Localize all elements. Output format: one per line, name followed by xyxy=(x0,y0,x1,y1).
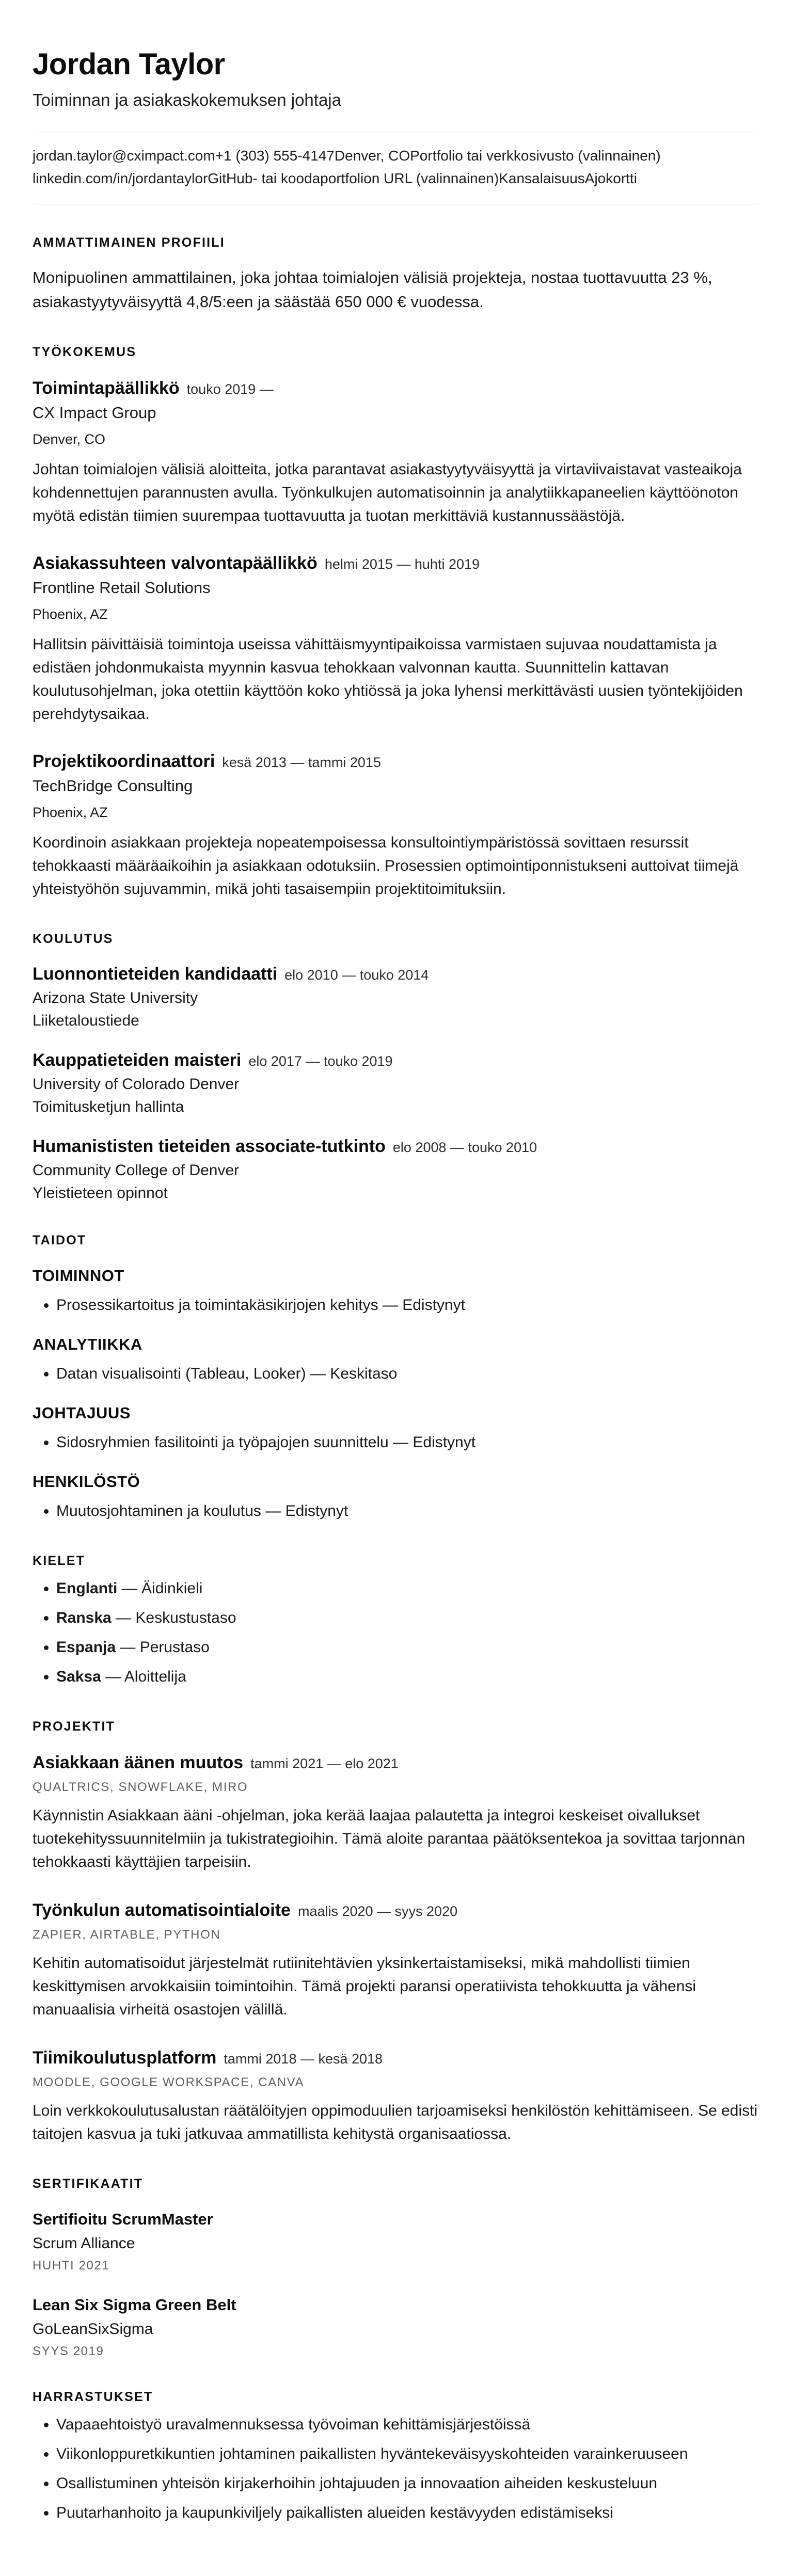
portfolio-placeholder-text: Portfolio tai verkkosivusto (valinnainen) xyxy=(410,147,661,164)
section-education xyxy=(33,932,759,1202)
experience-title-line xyxy=(33,751,759,772)
language-name: Saksa xyxy=(56,1668,101,1686)
location-text: Denver, CO xyxy=(334,147,410,164)
degree-dates: elo 2010 — touko 2014 xyxy=(284,967,429,983)
project-title-line xyxy=(33,2048,759,2068)
school-name: Community College of Denver xyxy=(33,1162,240,1179)
phone-text: +1 (303) 555-4147 xyxy=(215,147,335,164)
project-dates: tammi 2021 — elo 2021 xyxy=(250,1756,399,1772)
section-heading-profile: AMMATTIMAINEN PROFIILI xyxy=(33,235,225,250)
project-entry xyxy=(33,1900,759,2021)
skill-list xyxy=(33,1293,759,1317)
skill-category: ANALYTIIKKA xyxy=(33,1335,142,1354)
education-title-line xyxy=(33,1137,759,1157)
experience-entry xyxy=(33,378,759,527)
skill-category: HENKILÖSTÖ xyxy=(33,1473,140,1491)
project-tools: QUALTRICS, SNOWFLAKE, MIRO xyxy=(33,1780,248,1795)
job-company: CX Impact Group xyxy=(33,404,156,422)
job-company: Frontline Retail Solutions xyxy=(33,579,211,597)
experience-title-line xyxy=(33,553,759,573)
skill-group xyxy=(33,1473,759,1523)
section-heading-education: KOULUTUS xyxy=(33,932,114,947)
project-dates: maalis 2020 — syys 2020 xyxy=(297,1903,458,1919)
job-title: Projektikoordinaattori xyxy=(33,751,215,772)
skill-item: • Prosessikartoitus ja toimintakäsikirjojen kehitys — Edistynyt xyxy=(56,1293,759,1317)
project-title-line xyxy=(33,1753,759,1773)
driving-license-placeholder-text: Ajokortti xyxy=(584,170,637,187)
job-dates: helmi 2015 — huhti 2019 xyxy=(324,556,480,572)
github-placeholder-text: GitHub- tai koodaportfolion URL (valinnainen) xyxy=(208,170,499,187)
field-of-study: Toimitusketjun hallinta xyxy=(33,1098,184,1116)
section-heading-skills: TAIDOT xyxy=(33,1233,87,1248)
hobby-item: • Osallistuminen yhteisön kirjakerhoihin johtajuuden ja innovaation aiheiden keskusteluun xyxy=(56,2472,759,2495)
certification-date: HUHTI 2021 xyxy=(33,2259,110,2273)
language-separator: — xyxy=(116,1639,140,1656)
section-projects xyxy=(33,1719,759,2146)
language-name: Englanti xyxy=(56,1580,118,1597)
language-level: Aloittelija xyxy=(124,1668,186,1686)
skill-category: JOHTAJUUS xyxy=(33,1404,131,1422)
certification-issuer: Scrum Alliance xyxy=(33,2235,135,2252)
language-level: Keskustustaso xyxy=(135,1609,236,1627)
job-location: Denver, CO xyxy=(33,431,106,447)
skill-group xyxy=(33,1335,759,1385)
hobby-item: • Vapaaehtoistyö uravalmennuksessa työvoiman kehittämisjärjestöissä xyxy=(56,2413,759,2436)
job-location: Phoenix, AZ xyxy=(33,805,108,821)
email-text: jordan.taylor@cximpact.com xyxy=(33,147,215,164)
project-title-line xyxy=(33,1900,759,1921)
experience-title-line xyxy=(33,378,759,398)
section-heading-projects: PROJEKTIT xyxy=(33,1719,116,1734)
job-description: Koordinoin asiakkaan projekteja nopeatempoisessa konsultointiympäristössä sovittaen resurssit tehokkaasti määräaikoihin ja asiakkaan odotuksiin. Prosessien optimointiponnistukseni auttoivat tiimejä yhteistyöhön sujuvammin, mikä johti tasaisempiin projektitoimituksiin. xyxy=(33,834,739,898)
school-name: University of Colorado Denver xyxy=(33,1076,240,1093)
field-of-study: Liiketaloustiede xyxy=(33,1012,139,1030)
skill-list xyxy=(33,1431,759,1454)
skill-item: • Datan visualisointi (Tableau, Looker) — Keskitaso xyxy=(56,1362,759,1385)
job-description: Johtan toimialojen välisiä aloitteita, jotka parantavat asiakastyytyväisyyttä ja virtaviivaistavat vasteaikoja kohdennettujen parannusten avulla. Työnkulkujen automatisoinnin ja analytiikkapaneelien käyttöönoton myötä edistän tiimien suurempaa tuottavuutta ja tuotan merkittäviä kustannussäästöjä. xyxy=(33,461,742,525)
job-location: Phoenix, AZ xyxy=(33,606,108,622)
nationality-placeholder-text: Kansalaisuus xyxy=(499,170,585,187)
job-dates: touko 2019 — xyxy=(186,381,274,397)
language-item xyxy=(56,1606,759,1629)
language-separator: — xyxy=(111,1609,136,1627)
skill-item: • Muutosjohtaminen ja koulutus — Edistynyt xyxy=(56,1499,759,1523)
project-description: Kehitin automatisoidut järjestelmät rutiinitehtävien yksinkertaistamiseksi, mikä mahdollisti tiimien keskittymisen arvokkaisiin toimintoihin. Tämä projekti paransi operatiivista tehokkuutta ja vähensi manuaalisia virheitä osastojen välillä. xyxy=(33,1955,696,2019)
contact-block xyxy=(33,133,759,205)
skill-group xyxy=(33,1267,759,1317)
project-dates: tammi 2018 — kesä 2018 xyxy=(224,2051,383,2067)
education-entry xyxy=(33,1137,759,1202)
hobby-item: • Puutarhanhoito ja kaupunkiviljely paikallisten alueiden kestävyyden edistämiseksi xyxy=(56,2501,759,2524)
language-separator: — xyxy=(101,1668,124,1686)
candidate-headline: Toiminnan ja asiakaskokemuksen johtaja xyxy=(33,90,341,109)
section-skills xyxy=(33,1233,759,1523)
project-tools: MOODLE, GOOGLE WORKSPACE, CANVA xyxy=(33,2075,305,2090)
project-description: Käynnistin Asiakkaan ääni -ohjelman, joka kerää laajaa palautetta ja integroi keskeiset oivallukset tuotekehityssuunnitelmiin ja tukistrategioihin. Tämä aloite parantaa päätöksentekoa ja sovittaa tarjonnan tehokkaasti käyttäjien tarpeisiin. xyxy=(33,1807,746,1871)
language-level: Perustaso xyxy=(139,1639,210,1656)
degree-dates: elo 2017 — touko 2019 xyxy=(248,1053,393,1069)
certification-name: Lean Six Sigma Green Belt xyxy=(33,2296,236,2314)
certification-name: Sertifioitu ScrumMaster xyxy=(33,2210,213,2229)
degree-name: Luonnontieteiden kandidaatti xyxy=(33,964,278,984)
project-name: Tiimikoulutusplatform xyxy=(33,2048,217,2068)
language-level: Äidinkieli xyxy=(141,1580,203,1597)
project-name: Asiakkaan äänen muutos xyxy=(33,1753,244,1773)
skill-category: TOIMINNOT xyxy=(33,1267,124,1285)
hobby-item: • Viikonloppuretkikuntien johtaminen paikallisten hyväntekeväisyyskohteiden varainkeruuseen xyxy=(56,2442,759,2466)
certification-entry xyxy=(33,2210,759,2273)
job-description: Hallitsin päivittäisiä toimintoja useissa vähittäismyyntipaikoissa varmistaen sujuvaa noudattamista ja edistäen johdonmukaista myynnin kasvua tehokkaan valvonnan kautta. Suunnittelin kattavan koulutusohjelman, joka otettiin käyttöön koko yhtiössä ja joka lyhensi merkittävästi uusien työntekijöiden perehdytysaikaa. xyxy=(33,636,743,723)
profile-summary: Monipuolinen ammattilainen, joka johtaa toimialojen välisiä projekteja, nostaa tuottavuutta 23 %, asiakastyytyväisyyttä 4,8/5:een ja säästää 650 000 € vuodessa. xyxy=(33,268,712,311)
job-company: TechBridge Consulting xyxy=(33,777,193,795)
section-experience xyxy=(33,345,759,901)
language-item xyxy=(56,1636,759,1659)
certification-date: SYYS 2019 xyxy=(33,2344,104,2359)
language-separator: — xyxy=(117,1580,142,1597)
section-hobbies xyxy=(33,2390,759,2524)
education-title-line xyxy=(33,1050,759,1070)
certification-entry xyxy=(33,2296,759,2359)
project-entry xyxy=(33,2048,759,2146)
project-entry xyxy=(33,1753,759,1874)
contact-row-1 xyxy=(33,145,759,168)
education-title-line xyxy=(33,964,759,984)
education-entry xyxy=(33,964,759,1030)
section-heading-experience: TYÖKOKEMUS xyxy=(33,345,137,360)
language-item xyxy=(56,1665,759,1688)
linkedin-text: linkedin.com/in/jordantaylor xyxy=(33,170,208,187)
job-dates: kesä 2013 — tammi 2015 xyxy=(222,755,381,771)
degree-name: Humanististen tieteiden associate-tutkinto xyxy=(33,1137,386,1157)
project-description: Loin verkkokoulutusalustan räätälöityjen oppimoduulien tarjoamiseksi henkilöstön kehittämiseen. Se edisti taitojen kasvua ja tuki jatkuvaa ammatillista kehitystä organisaatiossa. xyxy=(33,2102,758,2143)
degree-name: Kauppatieteiden maisteri xyxy=(33,1050,242,1070)
section-languages xyxy=(33,1554,759,1688)
language-item xyxy=(56,1577,759,1600)
degree-dates: elo 2008 — touko 2010 xyxy=(392,1140,537,1156)
contact-row-2 xyxy=(33,167,759,190)
project-tools: ZAPIER, AIRTABLE, PYTHON xyxy=(33,1928,221,1942)
skill-list xyxy=(33,1362,759,1385)
candidate-name: Jordan Taylor xyxy=(33,47,225,81)
school-name: Arizona State University xyxy=(33,989,198,1007)
skill-list xyxy=(33,1499,759,1523)
section-heading-certifications: SERTIFIKAATIT xyxy=(33,2177,144,2191)
certification-issuer: GoLeanSixSigma xyxy=(33,2321,153,2338)
section-profile xyxy=(33,235,759,314)
language-name: Ranska xyxy=(56,1609,112,1627)
experience-entry xyxy=(33,553,759,726)
skill-group xyxy=(33,1404,759,1454)
section-heading-languages: KIELET xyxy=(33,1554,86,1569)
section-certifications xyxy=(33,2177,759,2359)
resume-header xyxy=(33,47,759,204)
language-name: Espanja xyxy=(56,1639,116,1656)
job-title: Toimintapäällikkö xyxy=(33,378,180,398)
hobby-list xyxy=(33,2413,759,2524)
project-name: Työnkulun automatisointialoite xyxy=(33,1900,291,1921)
job-title: Asiakassuhteen valvontapäällikkö xyxy=(33,553,318,573)
skill-item: • Sidosryhmien fasilitointi ja työpajojen suunnittelu — Edistynyt xyxy=(56,1431,759,1454)
language-list xyxy=(33,1577,759,1688)
field-of-study: Yleistieteen opinnot xyxy=(33,1185,168,1202)
section-heading-hobbies: HARRASTUKSET xyxy=(33,2390,153,2405)
education-entry xyxy=(33,1050,759,1116)
experience-entry xyxy=(33,751,759,901)
